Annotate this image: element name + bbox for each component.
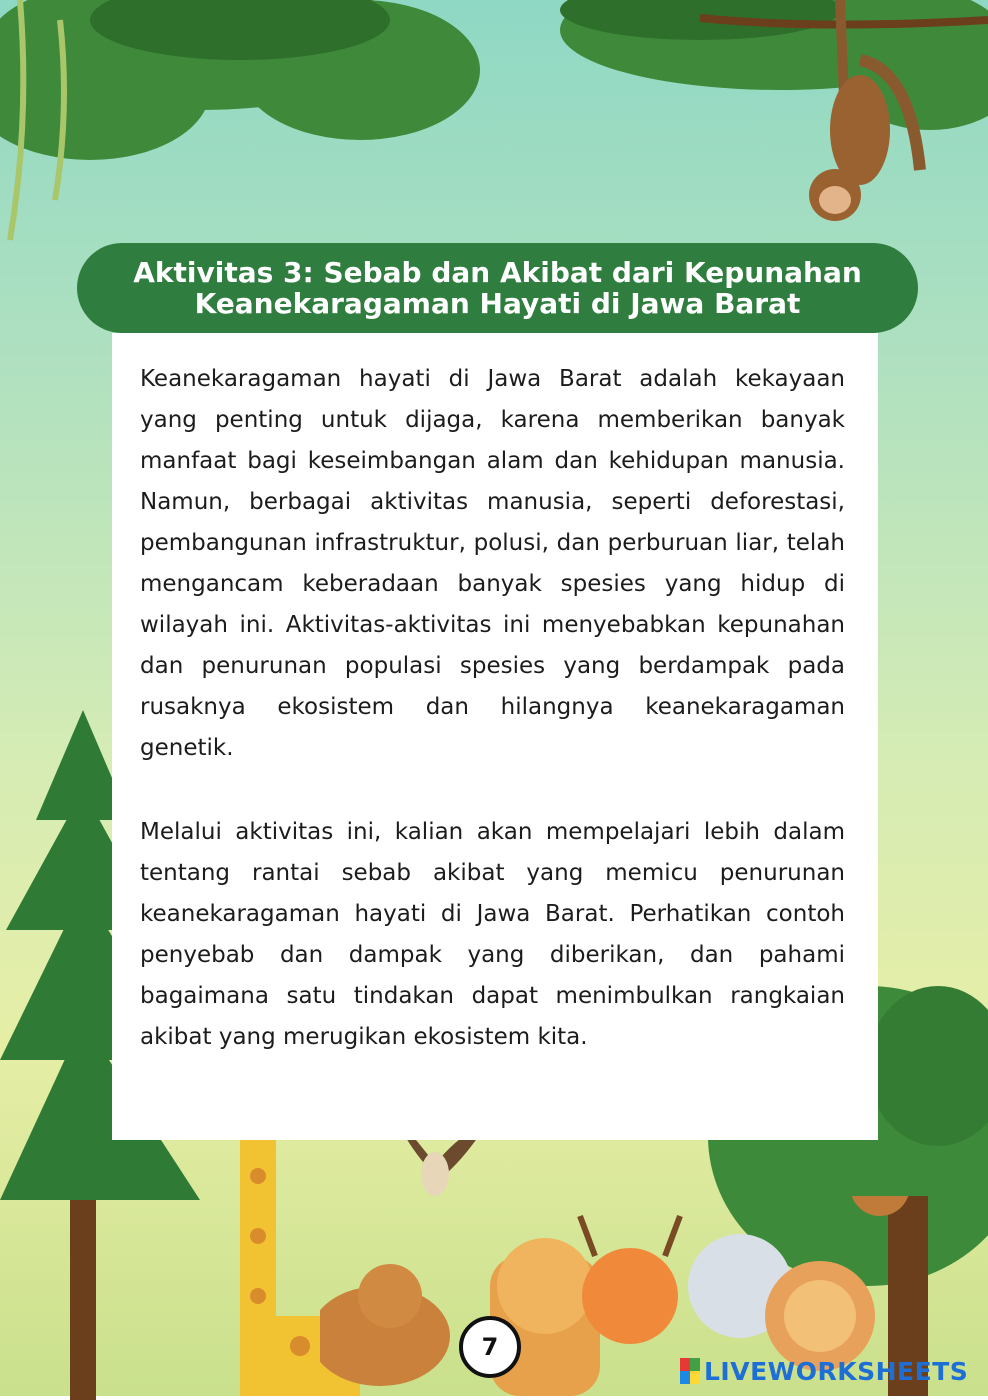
liveworksheets-watermark — [680, 1356, 968, 1386]
activity-title-line-2: Keanekaragaman Hayati di Jawa Barat — [194, 287, 801, 320]
liveworksheets-logo-icon — [680, 1358, 700, 1384]
watermark-text: LIVEWORKSHEETS — [704, 1356, 969, 1386]
activity-title-banner — [77, 243, 918, 333]
hanging-monkey-illustration — [800, 0, 940, 230]
intro-paragraph: Keanekaragaman hayati di Jawa Barat adalah kekayaan yang penting untuk dijaga, karena memberikan banyak manfaat bagi keseimbangan alam dan kehidupan manusia. Namun, berbagai aktivitas manusia, seperti deforestasi, pembangunan infrastruktur, polusi, dan perburuan liar, telah mengancam keberadaan banyak spesies yang hidup di wilayah ini. Aktivitas-aktivitas ini menyebabkan kepunahan dan penurunan populasi spesies yang berdampak pada rusaknya ekosistem dan hilangnya keanekaragaman genetik. — [140, 366, 845, 761]
instruction-paragraph: Melalui aktivitas ini, kalian akan mempelajari lebih dalam tentang rantai sebab akibat yang memicu penurunan keanekaragaman hayati di Jawa Barat. Perhatikan contoh penyebab dan dampak yang diberikan, dan pahami bagaimana satu tindakan dapat menimbulkan rangkaian akibat yang merugikan ekosistem kita. — [140, 819, 845, 1050]
activity-title-line-1: Aktivitas 3: Sebab dan Akibat dari Kepunahan — [133, 256, 862, 289]
page-number: 7 — [459, 1316, 521, 1378]
